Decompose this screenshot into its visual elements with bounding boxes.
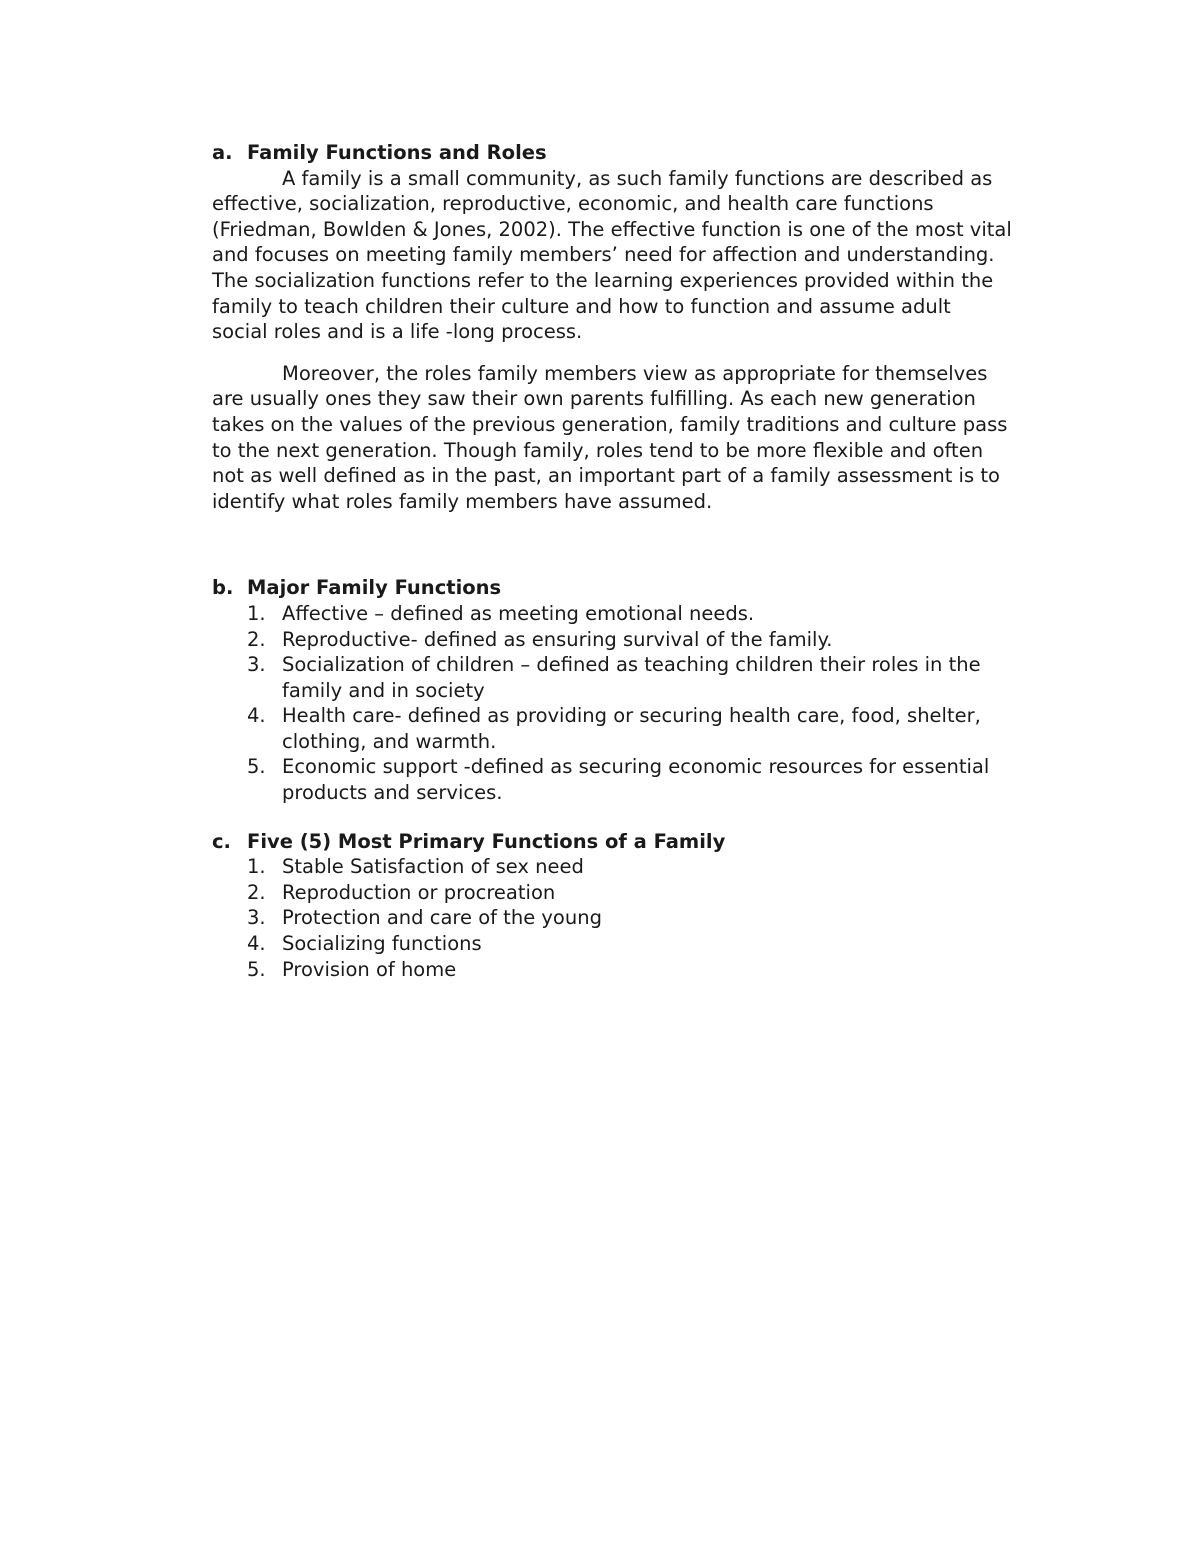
section-letter: b.	[212, 576, 234, 600]
section-title: Family Functions and Roles	[247, 141, 547, 164]
list-item	[212, 627, 1012, 653]
list-item-text: Economic support -defined as securing economic resources for essential products and services.	[282, 755, 990, 805]
section-letter: c.	[212, 829, 231, 853]
section-heading	[212, 140, 1012, 166]
list-item-text: Socialization of children – defined as teaching children their roles in the family and in society	[282, 653, 981, 702]
list-item	[212, 754, 1012, 805]
list-item	[212, 905, 1012, 931]
list-item	[212, 703, 1012, 754]
list-item-number: 1.	[247, 855, 266, 879]
list-item-number: 4.	[247, 932, 266, 956]
list-item-number: 4.	[247, 704, 266, 728]
list-item-text: Provision of home	[282, 957, 457, 981]
section-family-functions-and-roles	[212, 140, 1012, 514]
body-paragraph: Moreover, the roles family members view as appropriate for themselves are usually ones they saw their own parents fulfilling. As each new generation takes on the values of the previous generation, family traditions and culture pass to the next generation. Though family, roles tend to be more flexible and often not as well defined as in the past, an important part of a family assessment is to identify what roles family members have assumed.	[212, 361, 1008, 513]
list-item-text: Reproduction or procreation	[282, 880, 556, 904]
list-item-text: Stable Satisfaction of sex need	[282, 855, 584, 879]
list-item-number: 2.	[247, 880, 266, 904]
section-letter: a.	[212, 141, 233, 164]
list-item	[212, 880, 1012, 906]
list-item-text: Socializing functions	[282, 932, 482, 956]
section-five-most-primary-functions	[212, 829, 1012, 983]
document-page	[212, 140, 1012, 982]
list-item-text: Affective – defined as meeting emotional needs.	[282, 601, 755, 625]
list-item-number: 2.	[247, 627, 266, 651]
list-item	[212, 854, 1012, 880]
numbered-list	[212, 854, 1012, 982]
list-item-number: 3.	[247, 906, 266, 930]
list-item-number: 1.	[247, 601, 266, 625]
list-item-text: Reproductive- defined as ensuring survival of the family.	[282, 627, 833, 651]
list-item-text: Health care- defined as providing or securing health care, food, shelter, clothing, and warmth.	[282, 704, 981, 753]
section-heading	[212, 829, 1012, 855]
section-title: Five (5) Most Primary Functions of a Family	[247, 829, 726, 853]
numbered-list	[212, 601, 1012, 806]
section-major-family-functions	[212, 575, 1012, 805]
list-item	[212, 931, 1012, 957]
list-item-number: 5.	[247, 957, 266, 981]
list-item	[212, 652, 1012, 703]
section-title: Major Family Functions	[247, 576, 502, 600]
list-item-text: Protection and care of the young	[282, 906, 602, 930]
list-item-number: 5.	[247, 755, 266, 779]
list-item-number: 3.	[247, 653, 266, 677]
body-paragraph: A family is a small community, as such family functions are described as effective, socialization, reproductive, economic, and health care functions (Friedman, Bowlden & Jones, 2002). The effective function is one of the most vital and focuses on meeting family members’ need for affection and understanding. The socialization functions refer to the learning experiences provided within the family to teach children their culture and how to function and assume adult social roles and is a life -long process.	[212, 166, 1012, 344]
list-item	[212, 957, 1012, 983]
list-item	[212, 601, 1012, 627]
section-heading	[212, 575, 1012, 601]
